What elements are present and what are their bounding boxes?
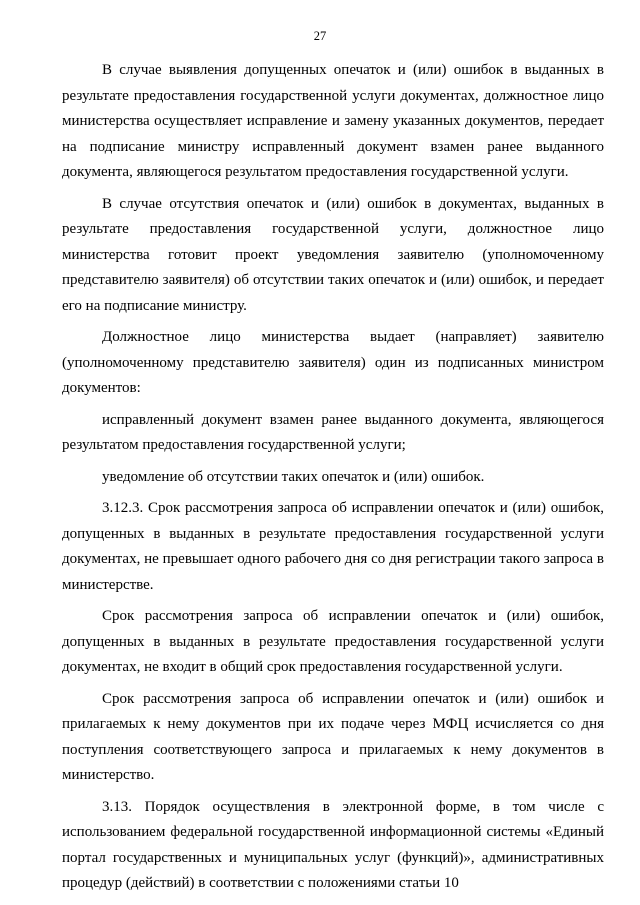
paragraph-issues-document: Должностное лицо министерства выдает (направляет) заявителю (уполномоченному представителю заявителя) один из подписанных министром документов: (62, 329, 604, 396)
document-body (62, 58, 604, 903)
paragraph-errors-found: В случае выявления допущенных опечаток и (или) ошибок в выданных в результате предоставления государственной услуги документах, должностное лицо министерства осуществляет исправление и замену указанных документов, передает на подписание министру исправленный документ взамен ранее выданного документа, являющегося результатом предоставления государственной услуги. (62, 62, 604, 180)
paragraph-no-errors: В случае отсутствия опечаток и (или) ошибок в документах, выданных в результате предоставления государственной услуги, должностное лицо министерства готовит проект уведомления заявителю (уполномоченному представителю заявителя) об отсутствии таких опечаток и (или) ошибок, и передает его на подписание министру. (62, 195, 604, 314)
paragraph-list-item-corrected-document: исправленный документ взамен ранее выданного документа, являющегося результатом предоставления государственной услуги; (62, 411, 604, 453)
paragraph-3-12-3: 3.12.3. Срок рассмотрения запроса об исправлении опечаток и (или) ошибок, допущенных в выданных в результате предоставления государственной услуги документах, не превышает одного рабочего дня со дня регистрации такого запроса в министерстве. (62, 500, 604, 593)
page-number: 27 (313, 29, 327, 43)
paragraph-mfc-term: Срок рассмотрения запроса об исправлении опечаток и (или) ошибок и прилагаемых к нему документов при их подаче через МФЦ исчисляется со дня поступления соответствующего запроса и прилагаемых к нему документов в министерство. (62, 690, 604, 783)
paragraph-review-term: Срок рассмотрения запроса об исправлении опечаток и (или) ошибок, допущенных в выданных в результате предоставления государственной услуги документах, не входит в общий срок предоставления государственной услуги. (62, 608, 604, 675)
paragraph-list-item-notification: уведомление об отсутствии таких опечаток и (или) ошибок. (102, 468, 485, 485)
paragraph-3-13: 3.13. Порядок осуществления в электронной форме, в том числе с использованием федеральной государственной информационной системы «Единый портал государственных и муниципальных услуг (функций)», административных процедур (действий) в соответствии с положениями статьи 10 (62, 798, 604, 891)
